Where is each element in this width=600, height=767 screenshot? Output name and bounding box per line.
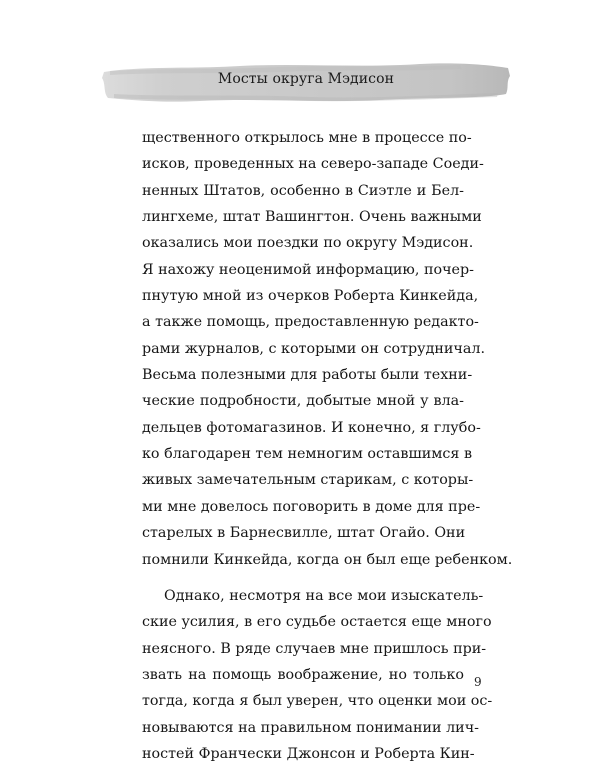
text-line: а также помощь, предоставленную редакто- xyxy=(142,314,479,331)
text-line: тогда, когда я был уверен, что оценки мои ос- xyxy=(142,693,493,710)
text-line: ко благодарен тем немногим оставшимся в xyxy=(142,446,473,463)
text-line: Однако, несмотря на все мои изыскатель- xyxy=(164,587,484,604)
page-number: 9 xyxy=(474,675,482,689)
text-line: ческие подробности, добытые мной у вла- xyxy=(142,393,464,410)
paragraph-gap xyxy=(142,573,464,583)
running-header xyxy=(100,56,512,106)
text-line: помнили Кинкейда, когда он был еще ребенком. xyxy=(142,551,513,568)
text-line: ненных Штатов, особенно в Сиэтле и Бел- xyxy=(142,182,464,199)
text-line: ми мне довелось поговорить в доме для пре- xyxy=(142,498,481,515)
running-header-title: Мосты округа Мэдисон xyxy=(217,71,395,87)
text-line: оказались мои поездки по округу Мэдисон. xyxy=(142,235,474,252)
body-text xyxy=(142,125,513,767)
text-line: живых замечательным старикам, с которы- xyxy=(142,472,474,489)
text-line: Весьма полезными для работы были техни- xyxy=(142,367,473,384)
text-line: пнутую мной из очерков Роберта Кинкейда, xyxy=(142,288,479,305)
text-line: ностей Франчески Джонсон и Роберта Кин- xyxy=(142,745,475,762)
text-line: новываются на правильном понимании лич- xyxy=(142,719,479,736)
text-line: рами журналов, с которыми он сотрудничал. xyxy=(142,340,486,357)
text-line: неясного. В ряде случаев мне пришлось при- xyxy=(142,640,487,657)
text-line: исков, проведенных на северо-западе Соеди- xyxy=(142,156,484,173)
text-line: щественного открылось мне в процессе по- xyxy=(142,130,472,146)
text-line: ские усилия, в его судьбе остается еще много xyxy=(142,614,492,631)
text-line: звать на помощь воображение, но только xyxy=(142,666,464,683)
text-line: дельцев фотомагазинов. И конечно, я глубо- xyxy=(142,419,481,436)
text-line: старелых в Барнесвилле, штат Огайо. Они xyxy=(142,525,466,542)
text-line: лингхеме, штат Вашингтон. Очень важными xyxy=(142,209,482,226)
text-line: Я нахожу неоценимой информацию, почер- xyxy=(142,261,474,278)
